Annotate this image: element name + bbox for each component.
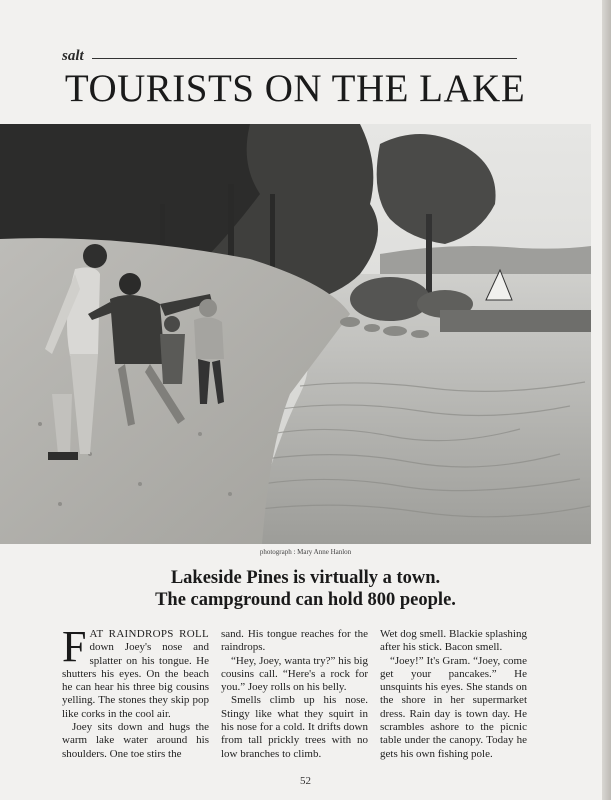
article-body [62,622,527,773]
subhead-line-2: The campground can hold 800 people. [155,590,456,610]
text-column-3 [380,628,527,773]
kicker-rule [92,58,517,59]
paragraph: Joey sits down and hugs the warm lake water around his shoulders. One toe stirs the [62,721,209,760]
paragraph: Wet dog smell. Blackie splashing after his stick. Bacon smell. [380,628,527,654]
section-kicker-row [62,48,517,68]
paragraph [62,622,209,721]
paragraph: “Joey!” It's Gram. “Joey, come get your pancakes.” He unsquints his eyes. She stands on the shore in her supermarket dress. Rain day is town day. He scrambles ashore to the picnic table under the canopy. Today he gets his own fishing pole. [380,654,527,760]
page-edge-shadow [602,0,611,800]
text-column-2 [221,628,368,773]
text-column-1 [62,622,209,773]
paragraph-text: down Joey's nose and splatter on his tongue. He shutters his eyes. On the beach he can hear his three big cousins yelling. The stones they skip pop like corks in the cool air. [62,641,209,720]
article-subhead [40,567,571,611]
lead-in-caps: AT RAINDROPS ROLL [89,628,209,640]
paragraph: “Hey, Joey, wanta try?” his big cousins call. “Here's a rock for you.” Joey rolls on his belly. [221,654,368,694]
subhead-line-1: Lakeside Pines is virtually a town. [170,568,441,588]
page-number: 52 [300,775,311,787]
lake-photograph [0,124,591,544]
photo-credit: photograph : Mary Anne Hanlon [259,548,352,556]
drop-cap: F [62,622,87,671]
paragraph: Smells climb up his nose. Stingy like what they squirt in his nose for a cold. It drifts down from tall prickly trees with no low branches to climb. [221,694,368,760]
paragraph: sand. His tongue reaches for the raindrops. [221,628,368,654]
section-kicker: salt [62,48,84,64]
article-title: TOURISTS ON THE LAKE [64,67,526,110]
